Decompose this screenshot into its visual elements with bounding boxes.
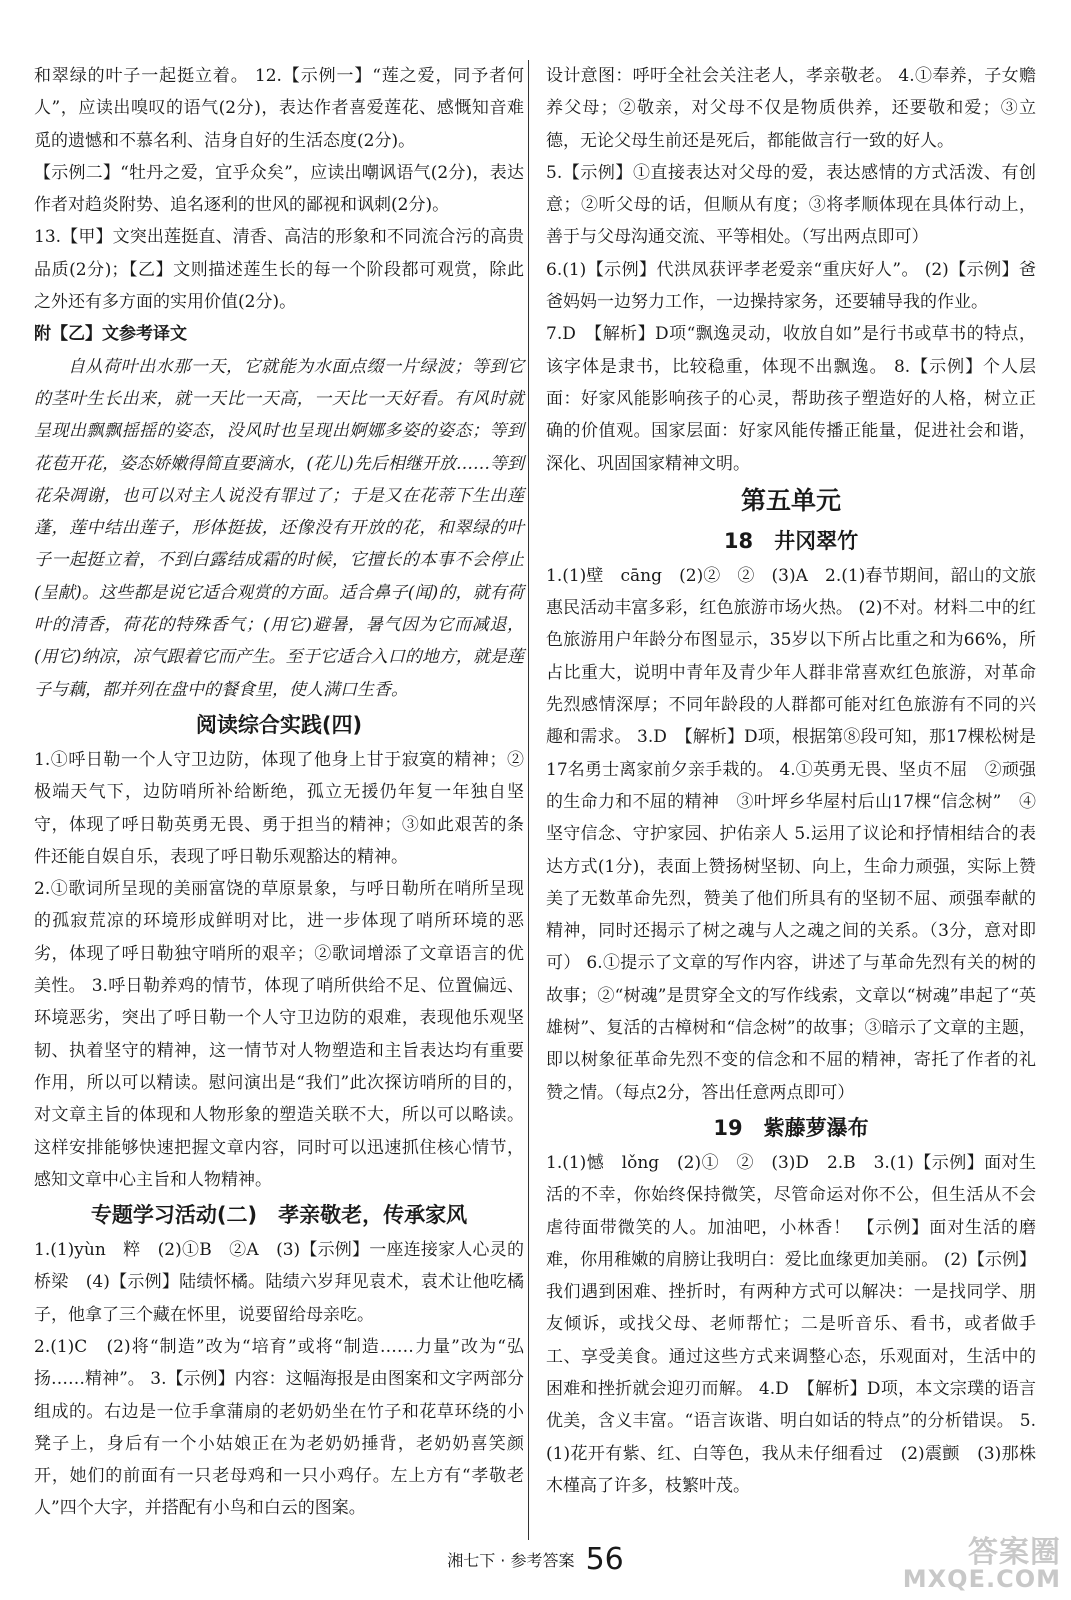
answer-paragraph: 2.①歌词所呈现的美丽富饶的草原景象，与呼日勒所在哨所呈现的孤寂荒凉的环境形成鲜明对比，进一步体现了哨所环境的恶劣，体现了呼日勒独守哨所的艰辛；②歌词增添了文章语言的优美性。 3.呼日勒养鸡的情节，体现了哨所供给不足、位置偏远、环境恶劣，突出了呼日勒一个人守卫边防的艰难，表现他乐观坚韧、执着坚守的精神，这一情节对人物塑造和主旨表达均有重要作用，所以可以精读。慰问演出是“我们”此次探访哨所的目的，对文章主旨的体现和人物形象的塑造关联不大，所以可以略读。这样安排能够快速把握文章内容，同时可以迅速抓住核心情节，感知文章中心主旨和人物精神。	[34, 879, 524, 1190]
answer-paragraph: 6.(1)【示例】代洪凤获评孝老爱亲“重庆好人”。 (2)【示例】爸爸妈妈一边努力工作，一边操持家务，还要辅导我的作业。	[546, 259, 1036, 313]
footer-label: 湘七下 · 参考答案	[447, 1551, 575, 1570]
answer-paragraph: 1.(1)yùn 粹 (2)①B ②A (3)【示例】一座连接家人心灵的桥梁 (4)【示例】陆绩怀橘。陆绩六岁拜见袁术，袁术让他吃橘子，他拿了三个藏在怀里，说要留给母亲吃。	[34, 1240, 524, 1325]
lesson-title: 18 井冈翠竹	[723, 528, 859, 553]
answer-paragraph: 设计意图：呼吁全社会关注老人，孝亲敬老。 4.①奉养，子女赡养父母；②敬亲，对父母不仅是物质供养，还要敬和爱；③立德，无论父母生前还是死后，都能做言行一致的好人。	[546, 66, 1036, 151]
watermark-logo	[902, 1535, 1061, 1593]
answer-paragraph: 1.①呼日勒一个人守卫边防，体现了他身上甘于寂寞的精神；②极端天气下，边防哨所补给断绝，孤立无援仍年复一年独自坚守，体现了呼日勒英勇无畏、勇于担当的精神；③如此艰苦的条件还能自娱自乐，表现了呼日勒乐观豁达的精神。	[34, 749, 524, 867]
section-title: 专题学习活动(二) 孝亲敬老，传承家风	[90, 1203, 468, 1228]
answer-paragraph: 1.(1)壁 cāng (2)② ② (3)A 2.(1)春节期间，韶山的文旅惠民活动丰富多彩，红色旅游市场火热。 (2)不对。材料二中的红色旅游用户年龄分布图显示，35岁以下所占比重之和为66%，所占比重大，说明中青年及青少年人群非常喜欢红色旅游，对革命先烈感情深厚；不同年龄段的人群都可能对红色旅游有不同的兴趣和需求。 3.D 【解析】D项，根据第⑧段可知，那17棵松树是17名勇士离家前夕亲手栽的。 4.①英勇无畏、坚贞不屈 ②顽强的生命力和不屈的精神 ③叶坪乡华屋村后山17棵“信念树” ④坚守信念、守护家园、护佑亲人 5.运用了议论和抒情相结合的表达方式(1分)，表面上赞扬树坚韧、向上，生命力顽强，实际上赞美了无数革命先烈，赞美了他们所具有的坚韧不屈、顽强奉献的精神，同时还揭示了树之魂与人之魂之间的关系。（3分，意对即可） 6.①提示了文章的写作内容，讲述了与革命先烈有关的树的故事；②“树魂”是贯穿全文的写作线索，文章以“树魂”串起了“英雄树”、复活的古樟树和“信念树”的故事；③暗示了文章的主题，即以树象征革命先烈不变的信念和不屈的精神，寄托了作者的礼赞之情。（每点2分，答出任意两点即可）	[546, 565, 1036, 1103]
answer-paragraph: 5.【示例】①直接表达对父母的爱，表达感情的方式活泼、有创意；②听父母的话，但顺从有度；③将孝顺体现在具体行动上，善于与父母沟通交流、平等相处。（写出两点即可）	[546, 162, 1036, 248]
lesson-title: 19 紫藤萝瀑布	[713, 1115, 869, 1140]
column-divider	[528, 60, 529, 1540]
watermark-text-cn: 答案圈	[968, 1535, 1061, 1570]
left-column	[34, 60, 524, 1525]
right-column	[546, 60, 1036, 1502]
answer-paragraph: 1.(1)憾 lǒng (2)① ② (3)D 2.B 3.(1)【示例】面对生活的不幸，你始终保持微笑，尽管命运对你不公，但生活从不会虐待面带微笑的人。加油吧，小林香！ 【示例】面对生活的磨难，你用稚嫩的肩膀让我明白：爱比血缘更加美丽。 (2)【示例】我们遇到困难、挫折时，有两种方式可以解决：一是找同学、朋友倾诉，或找父母、老师帮忙；二是听音乐、看书，或者做手工、享受美食。通过这些方式来调整心态，乐观面对，生活中的困难和挫折就会迎刃而解。 4.D 【解析】D项，本文宗璞的语言优美，含义丰富。“语言诙谐、明白如话的特点”的分析错误。 5.(1)花开有紫、红、白等色，我从未仔细看过 (2)震颤 (3)那株木槿高了许多，枝繁叶茂。	[546, 1152, 1036, 1496]
unit-title: 第五单元	[740, 485, 841, 515]
watermark-text-en: MXQE.COM	[902, 1565, 1061, 1593]
translation-body: 自从荷叶出水那一天，它就能为水面点缀一片绿波；等到它的茎叶生长出来，就一天比一天高，一天比一天好看。有风时就呈现出飘飘摇摇的姿态，没风时也呈现出婀娜多姿的姿态；等到花苞开花，姿态娇嫩得简直要滴水，(花儿)先后相继开放……等到花朵凋谢，也可以对主人说没有罪过了；于是又在花蒂下生出莲蓬，莲中结出莲子，形体挺拔，还像没有开放的花，和翠绿的叶子一起挺立着，不到白露结成霜的时候，它擅长的本事不会停止(呈献)。这些都是说它适合观赏的方面。适合鼻子(闻)的，就有荷叶的清香，荷花的特殊香气；(用它)避暑，暑气因为它而减退，(用它)纳凉，凉气跟着它而产生。至于它适合入口的地方，就是莲子与藕，都并列在盘中的餐食里，使人满口生香。	[34, 356, 524, 700]
answer-paragraph: 【示例二】“牡丹之爱，宜乎众矣”，应读出嘲讽语气(2分)，表达作者对趋炎附势、追名逐利的世风的鄙视和讽刺(2分)。	[34, 162, 524, 216]
section-title: 阅读综合实践(四)	[195, 712, 363, 737]
answer-paragraph: 和翠绿的叶子一起挺立着。 12.【示例一】“莲之爱，同予者何人”，应读出嗅叹的语气(2分)，表达作者喜爱莲花、感慨知音难觅的遗憾和不慕名利、洁身自好的生活态度(2分)。	[34, 66, 524, 151]
translation-heading: 附【乙】文参考译文	[34, 324, 187, 345]
page-number: 56	[585, 1542, 624, 1577]
answer-paragraph: 7.D 【解析】D项“飘逸灵动，收放自如”是行书或草书的特点，该字体是隶书，比较稳重，体现不出飘逸。 8.【示例】个人层面：好家风能影响孩子的心灵，帮助孩子塑造好的人格，树立正确的价值观。国家层面：好家风能传播正能量，促进社会和谐，深化、巩固国家精神文明。	[546, 324, 1036, 474]
answer-paragraph: 13.【甲】文突出莲挺直、清香、高洁的形象和不同流合污的高贵品质(2分)；【乙】文则描述莲生长的每一个阶段都可观赏，除此之外还有多方面的实用价值(2分)。	[34, 227, 524, 313]
answer-paragraph: 2.(1)C (2)将“制造”改为“培育”或将“制造……力量”改为“弘扬……精神”。 3.【示例】内容：这幅海报是由图案和文字两部分组成的。右边是一位手拿蒲扇的老奶奶坐在竹子和花草环绕的小凳子上，身后有一个小姑娘正在为老奶奶捶背，老奶奶喜笑颜开，她们的前面有一只老母鸡和一只小鸡仔。左上方有“孝敬老人”四个大字，并搭配有小鸟和白云的图案。	[34, 1336, 524, 1519]
